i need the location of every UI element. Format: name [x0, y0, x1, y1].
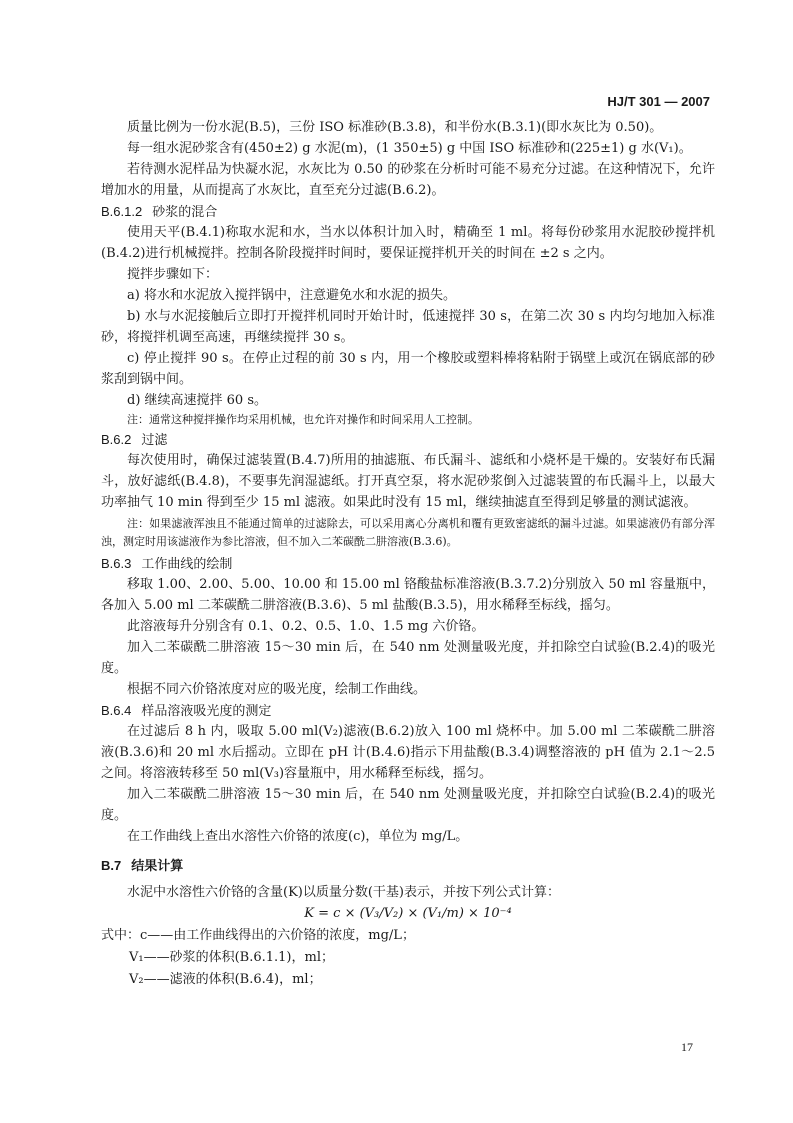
- paragraph: 此溶液每升分别含有 0.1、0.2、0.5、1.0、1.5 mg 六价铬。: [127, 619, 485, 634]
- list-item: d) 继续高速搅拌 60 s。: [127, 393, 268, 408]
- note: 注：通常这种搅拌操作均采用机械，也允许对操作和时间采用人工控制。: [127, 413, 479, 426]
- paragraph: 在工作曲线上查出水溶性六价铬的浓度(c)，单位为 mg/L。: [127, 829, 469, 844]
- formula-definition: 式中：c——由工作曲线得出的六价铬的浓度，mg/L；: [101, 928, 415, 943]
- section-title: 结果计算: [131, 858, 184, 873]
- paragraph: 每一组水泥砂浆含有(450±2) g 水泥(m)，(1 350±5) g 中国 ISO 标准砂和(225±1) g 水(V₁)。: [127, 141, 692, 156]
- section-title: 样品溶液吸光度的测定: [141, 703, 272, 718]
- section-number: B.6.1.2: [101, 204, 143, 219]
- note: 注：如果滤液浑浊且不能通过简单的过滤除去，可以采用离心分离机和覆有更致密滤纸的漏斗过滤。如果滤液仍有部分浑浊，测定时用该滤液作为参比溶液，但不加入二苯碳酰二肼溶液(B.3.6)。: [101, 517, 715, 548]
- list-item: b) 水与水泥接触后立即打开搅拌机同时开始计时，低速搅拌 30 s，在第二次 30 s 内均匀地加入标准砂，将搅拌机调至高速，再继续搅拌 30 s。: [101, 309, 715, 345]
- section-number: B.6.3: [101, 556, 132, 571]
- paragraph: 搅拌步骤如下：: [127, 267, 219, 282]
- paragraph: 每次使用时，确保过滤装置(B.4.7)所用的抽滤瓶、布氏漏斗、滤纸和小烧杯是干燥的。安装好布氏漏斗，放好滤纸(B.4.8)，不要事先润湿滤纸。打开真空泵，将水泥砂浆倒入过滤装置的布氏漏斗上，以最大功率抽气 10 min 得到至少 15 ml 滤液。如果此时没有 15 ml，继续抽滤直至得到足够量的测试滤液。: [101, 453, 715, 510]
- formula-definition: V₁——砂浆的体积(B.6.1.1)，ml；: [129, 950, 334, 965]
- paragraph: 在过滤后 8 h 内，吸取 5.00 ml(V₂)滤液(B.6.2)放入 100 ml 烧杯中。加 5.00 ml 二苯碳酰二肼溶液(B.3.6)和 20 ml 水后摇动。立即在 pH 计(B.4.6)指示下用盐酸(B.3.4)调整溶液的 pH 值为 2.1～2.5 之间。将溶液转移至 50 ml(V₃)容量瓶中，用水稀释至标线，摇匀。: [101, 724, 715, 781]
- paragraph: 加入二苯碳酰二肼溶液 15～30 min 后，在 540 nm 处测量吸光度，并扣除空白试验(B.2.4)的吸光度。: [101, 787, 715, 823]
- section-number: B.7: [101, 858, 122, 873]
- paragraph: 移取 1.00、2.00、5.00、10.00 和 15.00 ml 铬酸盐标准溶液(B.3.7.2)分别放入 50 ml 容量瓶中，各加入 5.00 ml 二苯碳酰二肼溶液(B.3.6)、5 ml 盐酸(B.3.5)，用水稀释至标线，摇匀。: [101, 577, 715, 613]
- list-item: a) 将水和水泥放入搅拌锅中，注意避免水和水泥的损失。: [127, 288, 456, 303]
- section-heading-b612: [101, 201, 715, 222]
- section-title: 砂浆的混合: [152, 204, 218, 219]
- section-title: 工作曲线的绘制: [141, 556, 233, 571]
- paragraph: 根据不同六价铬浓度对应的吸光度，绘制工作曲线。: [127, 682, 427, 697]
- formula: K = c × (V₃/V₂) × (V₁/m) × 10⁻⁴: [304, 906, 512, 921]
- section-heading-b62: [101, 429, 715, 450]
- paragraph: 水泥中水溶性六价铬的含量(K)以质量分数(干基)表示，并按下列公式计算：: [127, 885, 560, 900]
- formula-definition: V₂——滤液的体积(B.6.4)，ml；: [129, 972, 322, 987]
- standard-code: HJ/T 301 — 2007: [607, 94, 710, 109]
- section-number: B.6.2: [101, 432, 132, 447]
- section-heading-b64: [101, 700, 715, 721]
- section-heading-b63: [101, 553, 715, 574]
- section-title: 过滤: [141, 432, 168, 447]
- paragraph: 加入二苯碳酰二肼溶液 15～30 min 后，在 540 nm 处测量吸光度，并扣除空白试验(B.2.4)的吸光度。: [101, 640, 715, 676]
- document-body: [101, 117, 715, 991]
- paragraph: 质量比例为一份水泥(B.5)，三份 ISO 标准砂(B.3.8)，和半份水(B.3.1)(即水灰比为 0.50)。: [127, 120, 663, 135]
- list-item: c) 停止搅拌 90 s。在停止过程的前 30 s 内，用一个橡胶或塑料棒将粘附于锅壁上或沉在锅底部的砂浆刮到锅中间。: [101, 351, 715, 387]
- section-number: B.6.4: [101, 703, 132, 718]
- page-number: 17: [681, 1040, 693, 1054]
- paragraph: 若待测水泥样品为快凝水泥，水灰比为 0.50 的砂浆在分析时可能不易充分过滤。在这种情况下，允许增加水的用量，从而提高了水灰比，直至充分过滤(B.6.2)。: [101, 162, 715, 198]
- paragraph: 使用天平(B.4.1)称取水泥和水，当水以体积计加入时，精确至 1 ml。将每份砂浆用水泥胶砂搅拌机(B.4.2)进行机械搅拌。控制各阶段搅拌时间时，要保证搅拌机开关的时间在 ±2 s 之内。: [101, 225, 715, 261]
- section-heading-b7: [101, 855, 715, 876]
